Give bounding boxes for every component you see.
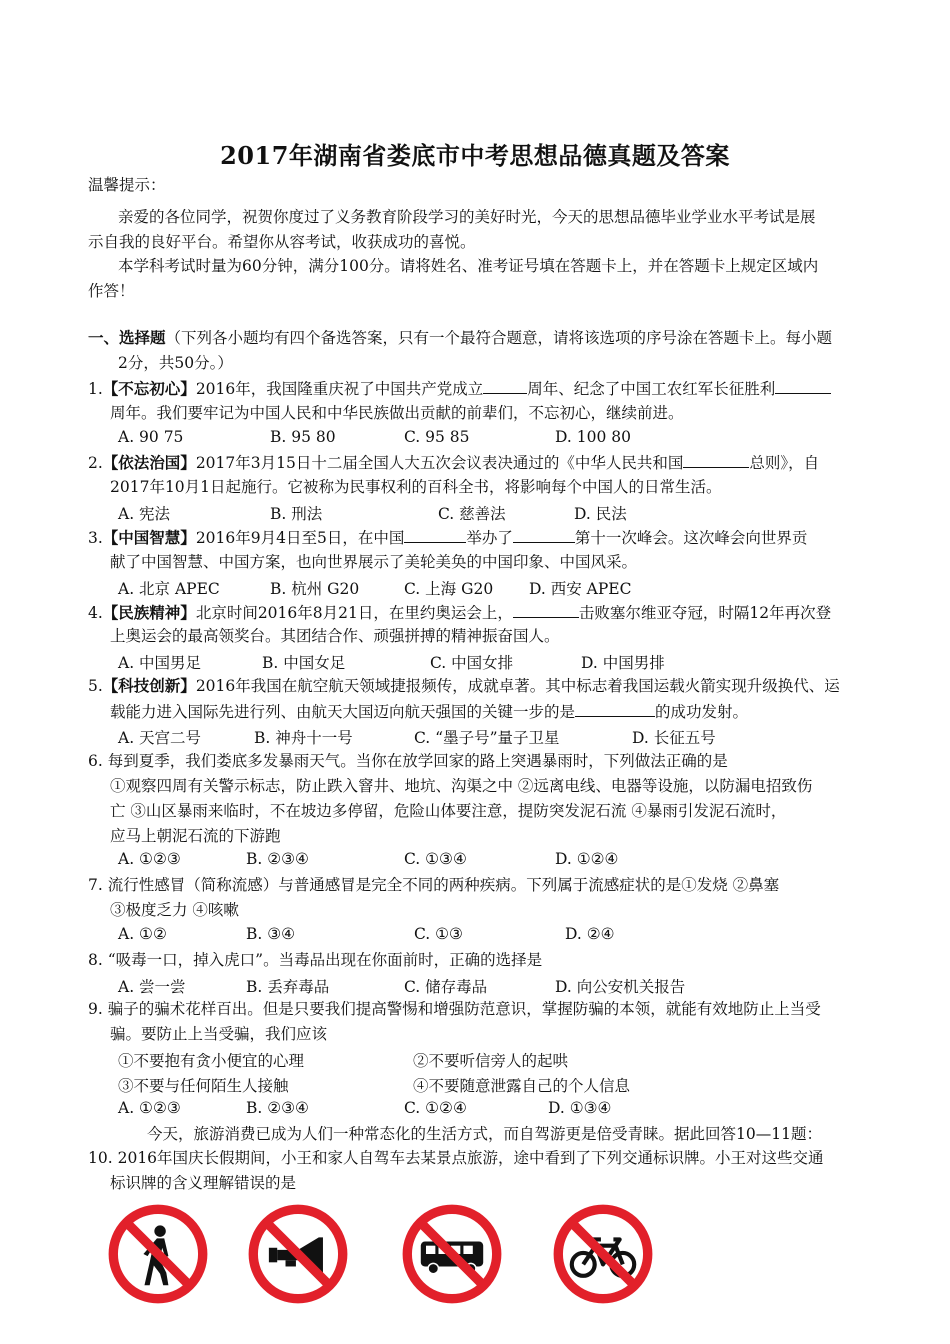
tip-paragraph-2a: 本学科考试时量为60分钟，满分100分。请将姓名、准考证号填在答题卡上，并在答题卡上规定区域内 — [118, 257, 819, 275]
option-b: B. 神舟十一号 — [254, 729, 353, 747]
option-c: C. 95 85 — [404, 428, 470, 446]
question-number: 7. — [88, 876, 103, 894]
answer-blank — [575, 701, 655, 717]
question-text: 北京时间2016年8月21日，在里约奥运会上， — [195, 604, 513, 622]
question-text: 流行性感冒（简称流感）与普通感冒是完全不同的两种疾病。下列属于流感症状的是①发烧 ②鼻塞 — [107, 876, 780, 894]
question-5 — [88, 676, 840, 696]
question-text: 2017年3月15日十二届全国人大五次会议表决通过的《中华人民共和国 — [195, 454, 684, 472]
question-10-cont: 标识牌的含义理解错误的是 — [110, 1174, 297, 1192]
question-text: 2016年9月4日至5日，在中国 — [195, 529, 405, 547]
option-c: C. 中国女排 — [430, 654, 514, 672]
option-a: A. 90 75 — [118, 428, 184, 446]
question-2-cont: 2017年10月1日起施行。它被称为民事权利的百科全书，将影响每个中国人的日常生活。 — [110, 478, 722, 496]
option-a: A. ①②③ — [118, 1099, 181, 1117]
question-4 — [88, 602, 831, 623]
question-tag: 【科技创新】 — [102, 676, 196, 695]
option-c: C. “墨子号”量子卫星 — [414, 729, 560, 747]
question-tag: 【依法治国】 — [102, 453, 196, 472]
answer-blank — [404, 527, 466, 543]
option-d: D. 长征五号 — [632, 729, 716, 747]
question-6-statements-3: 应马上朝泥石流的下游跑 — [110, 827, 281, 845]
question-9-cont: 骗。要防止上当受骗，我们应该 — [110, 1025, 328, 1043]
question-text: 举办了 — [466, 529, 513, 547]
material-intro: 今天，旅游消费已成为人们一种常态化的生活方式，而自驾游更是倍受青睐。据此回答10—11题： — [147, 1125, 822, 1143]
question-3 — [88, 527, 807, 548]
option-a: A. ①②③ — [118, 850, 181, 868]
question-text: 第十一次峰会。这次峰会向世界贡 — [574, 529, 808, 547]
option-a: A. 宪法 — [118, 505, 171, 523]
statement-4: ④不要随意泄露自己的个人信息 — [413, 1077, 631, 1095]
option-b: B. 丢弃毒品 — [246, 978, 330, 996]
question-6 — [88, 751, 728, 771]
question-number: 5. — [88, 677, 103, 695]
section-note-2: 2分，共50分。） — [118, 354, 233, 372]
option-a: A. 尝一尝 — [118, 978, 186, 996]
question-5-cont — [110, 701, 748, 722]
question-number: 2. — [88, 454, 103, 472]
question-8 — [88, 950, 542, 970]
option-b: B. 95 80 — [270, 428, 336, 446]
option-d: D. ①②④ — [555, 850, 619, 868]
question-4-cont: 上奥运会的最高领奖台。其团结合作、顽强拼搏的精神振奋国人。 — [110, 627, 560, 645]
no-honking-sign-icon — [246, 1202, 350, 1306]
option-d: D. 西安 APEC — [529, 580, 632, 598]
option-d: D. 中国男排 — [581, 654, 665, 672]
option-c: C. 储存毒品 — [404, 978, 488, 996]
question-text: 周年、纪念了中国工农红军长征胜利 — [527, 380, 776, 398]
option-b: B. ②③④ — [246, 1099, 309, 1117]
option-c: C. ①③ — [414, 925, 463, 943]
question-number: 6. — [88, 752, 103, 770]
answer-blank — [775, 378, 831, 394]
page-title: 2017年湖南省娄底市中考思想品德真题及答案 — [220, 141, 730, 170]
option-a: A. ①② — [118, 925, 167, 943]
tip-paragraph-1b: 示自我的良好平台。希望你从容考试，收获成功的喜悦。 — [88, 233, 476, 251]
question-1 — [88, 378, 831, 399]
question-number: 4. — [88, 604, 103, 622]
question-number: 8. — [88, 951, 103, 969]
statement-1: ①不要抱有贪小便宜的心理 — [118, 1052, 305, 1070]
option-d: D. ①③④ — [548, 1099, 612, 1117]
question-tag: 【民族精神】 — [102, 603, 196, 622]
question-7-cont: ③极度乏力 ④咳嗽 — [110, 901, 239, 919]
question-text: 骗子的骗术花样百出。但是只要我们提高警惕和增强防范意识，掌握防骗的本领，就能有效地防止上当受 — [107, 1000, 821, 1018]
option-d: D. 100 80 — [555, 428, 631, 446]
question-6-statements-2: 亡 ③山区暴雨来临时，不在坡边多停留，危险山体要注意，提防突发泥石流 ④暴雨引发泥石流时， — [110, 802, 787, 820]
question-6-statements-1: ①观察四周有关警示标志，防止跌入窨井、地坑、沟渠之中 ②远离电线、电器等设施，以防漏电招致伤 — [110, 777, 813, 795]
question-number: 1. — [88, 380, 103, 398]
question-text: 总则》，自 — [749, 454, 820, 472]
no-buses-sign-icon — [400, 1202, 504, 1306]
question-10 — [88, 1148, 824, 1168]
option-d: D. ②④ — [565, 925, 615, 943]
section-note: （下列各小题均有四个备选答案，只有一个最符合题意，请将该选项的序号涂在答题卡上。每小题 — [165, 329, 833, 347]
option-c: C. ①③④ — [404, 850, 467, 868]
question-text: 击败塞尔维亚夺冠，时隔12年再次登 — [578, 604, 832, 622]
statement-3: ③不要与任何陌生人接触 — [118, 1077, 289, 1095]
question-text: 载能力进入国际先进行列、由航天大国迈向航天强国的关键一步的是 — [110, 703, 576, 721]
answer-blank — [483, 378, 527, 394]
question-tag: 【中国智慧】 — [102, 528, 196, 547]
question-number: 10. — [88, 1149, 113, 1167]
section-heading — [88, 328, 832, 348]
question-9 — [88, 999, 821, 1019]
option-b: B. 中国女足 — [262, 654, 346, 672]
answer-blank — [513, 602, 579, 618]
traffic-signs — [0, 1198, 950, 1338]
option-d: D. 民法 — [574, 505, 627, 523]
option-c: C. 慈善法 — [438, 505, 506, 523]
option-b: B. 杭州 G20 — [270, 580, 360, 598]
question-7 — [88, 875, 779, 895]
question-text: 2016年国庆长假期间，小王和家人自驾车去某景点旅游，途中看到了下列交通标识牌。小王对这些交通 — [117, 1149, 824, 1167]
question-text: 每到夏季，我们娄底多发暴雨天气。当你在放学回家的路上突遇暴雨时，下列做法正确的是 — [107, 752, 728, 770]
statement-2: ②不要听信旁人的起哄 — [413, 1052, 569, 1070]
answer-blank — [683, 452, 749, 468]
no-bicycles-sign-icon — [551, 1202, 655, 1306]
question-1-cont: 周年。我们要牢记为中国人民和中华民族做出贡献的前辈们，不忘初心，继续前进。 — [110, 404, 684, 422]
option-a: A. 天宫二号 — [118, 729, 202, 747]
option-b: B. 刑法 — [270, 505, 323, 523]
option-c: C. ①②④ — [404, 1099, 467, 1117]
option-d: D. 向公安机关报告 — [555, 978, 686, 996]
question-number: 3. — [88, 529, 103, 547]
question-text: “吸毒一口，掉入虎口”。当毒品出现在你面前时，正确的选择是 — [107, 951, 543, 969]
option-c: C. 上海 G20 — [404, 580, 494, 598]
no-pedestrians-sign-icon — [106, 1202, 210, 1306]
option-b: B. ②③④ — [246, 850, 309, 868]
option-a: A. 中国男足 — [118, 654, 202, 672]
question-3-cont: 献了中国智慧、中国方案，也向世界展示了美轮美奂的中国印象、中国风采。 — [110, 553, 638, 571]
question-text: 2016年，我国隆重庆祝了中国共产党成立 — [195, 380, 484, 398]
answer-blank — [513, 527, 575, 543]
tip-label: 温馨提示： — [88, 176, 166, 194]
tip-paragraph-2b: 作答！ — [88, 282, 135, 300]
option-a: A. 北京 APEC — [118, 580, 220, 598]
question-2 — [88, 452, 819, 473]
question-text: 的成功发射。 — [655, 703, 749, 721]
section-title: 一、选择题 — [88, 328, 166, 347]
question-tag: 【不忘初心】 — [102, 379, 196, 398]
tip-paragraph-1a: 亲爱的各位同学，祝贺你度过了义务教育阶段学习的美好时光，今天的思想品德毕业学业水平考试是展 — [118, 208, 816, 226]
question-number: 9. — [88, 1000, 103, 1018]
question-text: 2016年我国在航空航天领域捷报频传，成就卓著。其中标志着我国运载火箭实现升级换代、运 — [195, 677, 840, 695]
option-b: B. ③④ — [246, 925, 296, 943]
